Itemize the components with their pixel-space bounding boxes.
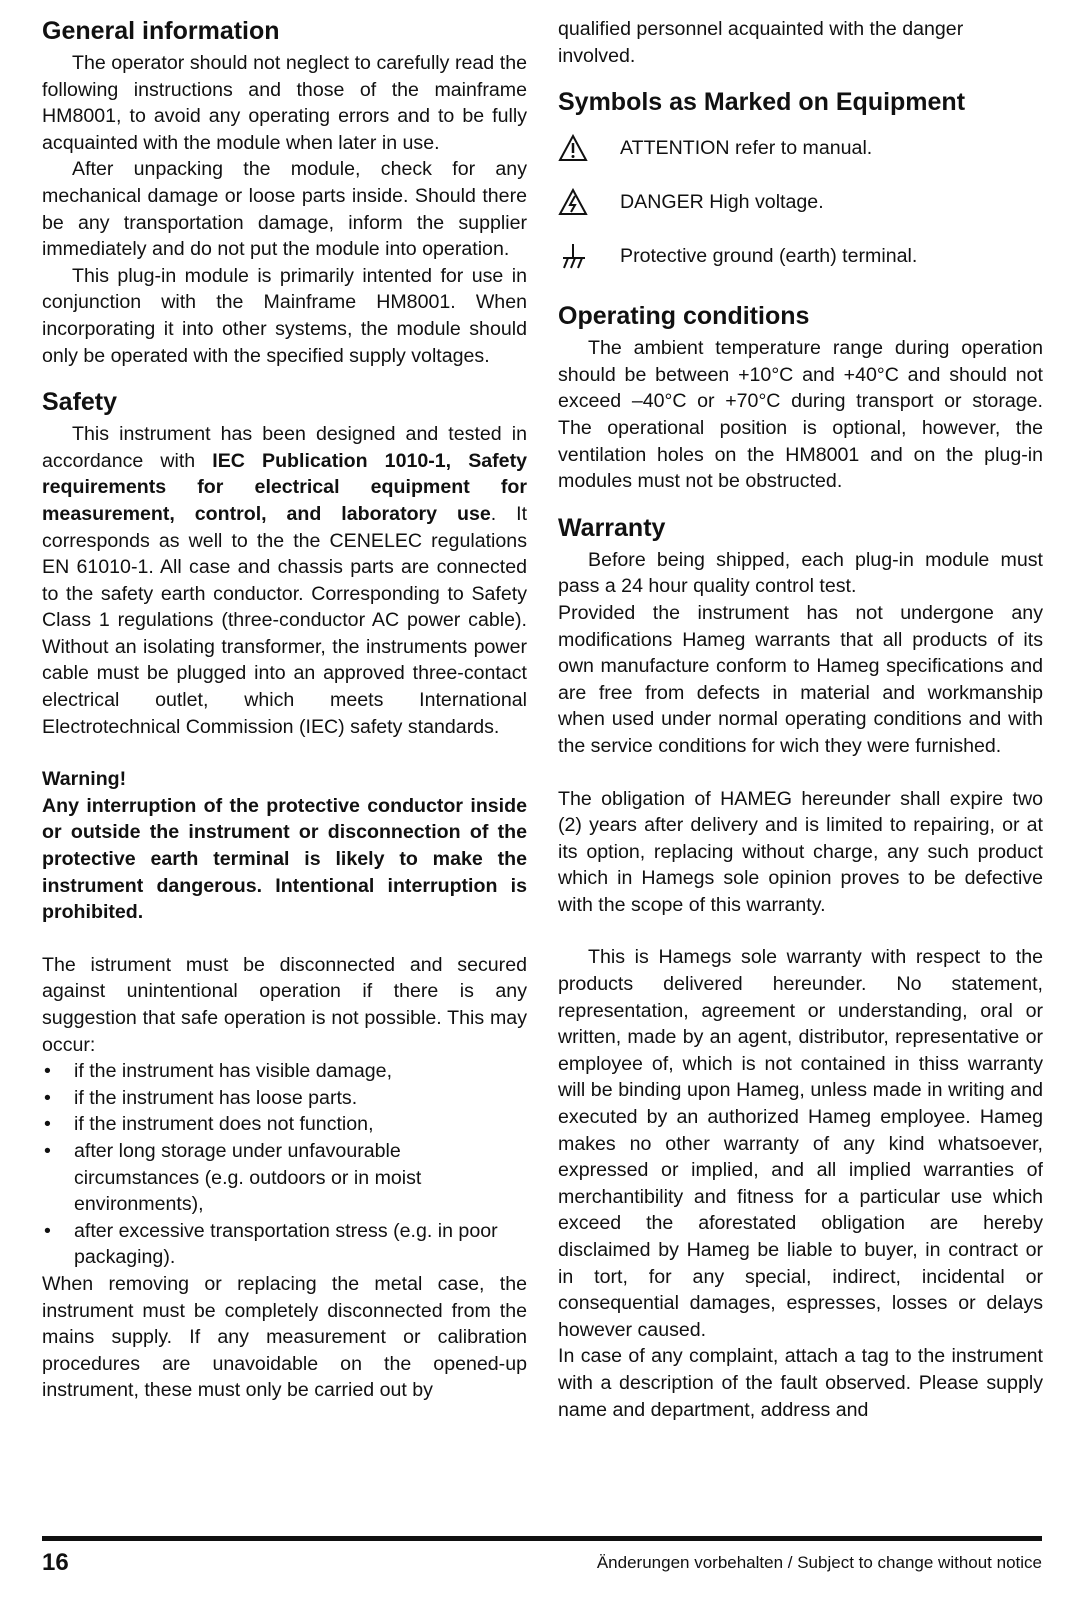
left-column — [42, 16, 527, 1404]
warranty-heading: Warranty — [558, 513, 666, 542]
list-item: • if the instrument does not function, — [42, 1111, 527, 1138]
warranty-paragraph-3: The obligation of HAMEG hereunder shall expire two (2) years after delivery and is limited to repairing, or at its option, replacing without charge, any such product which in Hamegs sole opinion proves to be defective with the scope of this warranty. — [558, 787, 1043, 916]
general-paragraph-3: This plug-in module is primarily intented for use in conjunction with the Mainframe HM8001. When incorporating it into other systems, the module should only be operated with the specified supply voltages. — [42, 264, 527, 367]
general-paragraph-2: After unpacking the module, check for any mechanical damage or loose parts inside. Should there be any transportation damage, inform the supplier immediately and do not put the module into operation. — [42, 158, 527, 261]
symbol-danger-label: DANGER High voltage. — [620, 190, 824, 213]
high-voltage-triangle-icon — [558, 188, 620, 216]
safety-text-start: This instrument has been designed and tested in accordance with — [42, 423, 527, 472]
page-number: 16 — [42, 1549, 69, 1576]
footer-note: Änderungen vorbehalten / Subject to change without notice — [596, 1553, 1042, 1572]
list-item: • if the instrument has visible damage, — [42, 1058, 527, 1085]
general-information-heading: General information — [42, 17, 280, 45]
operating-conditions-heading: Operating conditions — [558, 302, 810, 331]
continued-text: qualified personnel acquainted with the danger involved. — [558, 18, 964, 67]
general-paragraph-1: The operator should not neglect to carefully read the following instructions and those of the mainframe HM8001, to avoid any operating errors and to be fully acquainted with the module when later in use. — [42, 52, 527, 154]
safety-iec-reference: IEC Publication 1010-1, Safety requirements for electrical equipment for measurement, control, and laboratory use — [42, 449, 527, 525]
operating-conditions-text: The ambient temperature range during operation should be between +10°C and +40°C and should not exceed –40°C or +70°C during transport or storage. The operational position is optional, however, the ventilation holes on the HM8001 and on the plug-in modules must not be obstructed. — [558, 337, 1043, 493]
symbol-danger-row — [558, 175, 1043, 229]
warranty-paragraph-4: This is Hamegs sole warranty with respect to the products delivered hereunder. No statement, representation, agreement or understanding, oral or written, made by an agent, distributor, representative or employee of, which is not contained in thiss warranty will be binding upon Hameg, unless made in writing and executed by an authorized Hameg employee. Hameg makes no other warranty of any kind whatsoever, expressed or implied, and all implied warranties of merchantibility and fitness for a particular use which exceed the aforestated obligation are hereby disclaimed by Hameg be liable to buyer, in contract or in tort, for any special, indirect, incidental or consequential damages, espresses, losses or delays however caused. — [558, 946, 1043, 1341]
list-item: • if the instrument has loose parts. — [42, 1085, 527, 1112]
warranty-paragraph-5: In case of any complaint, attach a tag to the instrument with a description of the fault observed. Please supply name and department, address and — [558, 1345, 1043, 1421]
symbols-heading: Symbols as Marked on Equipment — [558, 88, 966, 117]
warning-text: Any interruption of the protective conductor inside or outside the instrument or disconnection of the protective earth terminal is likely to make the instrument dangerous. Intentional interruption is prohibited. — [42, 794, 527, 924]
list-item: • after long storage under unfavourable circumstances (e.g. outdoors or in moist environments), — [42, 1138, 527, 1218]
symbol-ground-label: Protective ground (earth) terminal. — [620, 244, 918, 267]
safety-paragraph — [42, 421, 527, 740]
symbols-list — [558, 121, 1043, 283]
safety-text-end: . It corresponds as well to the the CENELEC regulations EN 61010-1. All case and chassis parts are connected to the safety earth conductor. Corresponding to Safety Class 1 regulations (three-conductor AC power cable). Without an isolating transformer, the instruments power cable must be plugged into an approved three-contact electrical outlet, which meets International Electrotechnical Commission (IEC) safety standards. — [42, 502, 528, 738]
safety-heading: Safety — [42, 388, 118, 417]
disconnect-conditions-list — [42, 1058, 527, 1271]
symbol-attention-row — [558, 121, 1043, 175]
right-column — [558, 16, 1043, 1423]
disconnect-intro: The istrument must be disconnected and secured against unintentional operation if there is any suggestion that safe operation is not possible. This may occur: — [42, 953, 527, 1056]
protective-ground-icon — [558, 241, 620, 271]
list-item: • after excessive transportation stress (e.g. in poor packaging). — [42, 1218, 527, 1271]
footer-rule — [42, 1536, 1042, 1541]
warranty-paragraph-2: Provided the instrument has not undergone any modifications Hameg warrants that all products of its own manufacture conform to Hameg specifications and are free from defects in material and workmanship when used under normal operating conditions and with the service conditions for wich they were furnished. — [558, 601, 1043, 757]
disconnect-closing: When removing or replacing the metal case, the instrument must be completely disconnected from the mains supply. If any measurement or calibration procedures are unavoidable on the opened-up instrument, these must only be carried out by — [42, 1272, 527, 1402]
warranty-paragraph-1: Before being shipped, each plug-in module must pass a 24 hour quality control test. — [558, 548, 1043, 598]
attention-triangle-icon — [558, 134, 620, 162]
symbol-attention-label: ATTENTION refer to manual. — [620, 136, 873, 159]
warning-heading: Warning! — [42, 768, 127, 791]
symbol-ground-row — [558, 229, 1043, 283]
